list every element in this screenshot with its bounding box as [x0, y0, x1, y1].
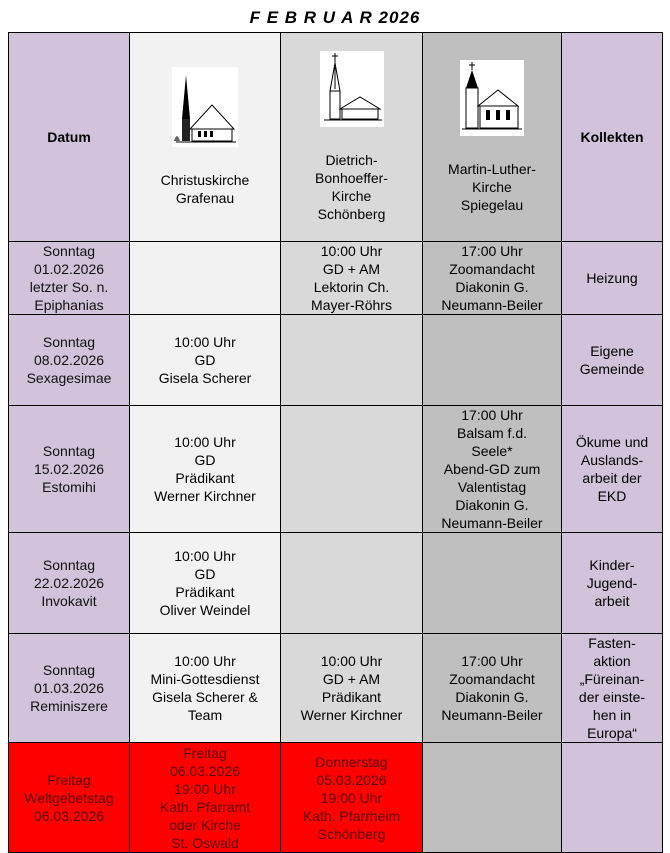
kollekte-cell: Kinder- Jugend- arbeit — [562, 533, 663, 634]
kollekte-cell: Ökume und Auslands- arbeit der EKD — [562, 406, 663, 533]
church-schoenberg-label: Dietrich- Bonhoeffer- Kirche Schönberg — [315, 152, 388, 222]
grafenau-cell: 10:00 Uhr GD Prädikant Werner Kirchner — [130, 406, 281, 533]
page-title: F E B R U A R 2026 — [249, 8, 421, 27]
church-spiegelau-label: Martin-Luther- Kirche Spiegelau — [448, 161, 536, 213]
spiegelau-cell: 17:00 Uhr Balsam f.d. Seele* Abend-GD zum Valentistag Diakonin G. Neumann-Beiler — [423, 406, 562, 533]
table-row — [9, 406, 663, 533]
church-grafenau-icon — [172, 67, 238, 147]
kollekte-cell: Heizung — [562, 242, 663, 315]
church-schoenberg-icon — [320, 51, 384, 127]
church-spiegelau-icon — [460, 60, 524, 136]
schoenberg-cell — [281, 315, 423, 406]
date-cell: Sonntag 22.02.2026 Invokavit — [9, 533, 130, 634]
grafenau-cell: 10:00 Uhr Mini-Gottesdienst Gisela Scherer & Team — [130, 634, 281, 743]
spiegelau-cell — [423, 743, 562, 853]
spiegelau-cell: 17:00 Uhr Zoomandacht Diakonin G. Neumann-Beiler — [423, 242, 562, 315]
grafenau-cell: 10:00 Uhr GD Prädikant Oliver Weindel — [130, 533, 281, 634]
schoenberg-cell: Donnerstag 05.03.2026 19:00 Uhr Kath. Pfarrheim Schönberg — [281, 743, 423, 853]
grafenau-cell: 10:00 Uhr GD Gisela Scherer — [130, 315, 281, 406]
date-cell: Sonntag 08.02.2026 Sexagesimae — [9, 315, 130, 406]
spiegelau-cell — [423, 315, 562, 406]
header-church-grafenau — [130, 33, 281, 242]
header-datum: Datum — [9, 33, 130, 242]
kollekte-cell — [562, 743, 663, 853]
table-row — [9, 242, 663, 315]
schoenberg-cell — [281, 406, 423, 533]
schoenberg-cell: 10:00 Uhr GD + AM Prädikant Werner Kirchner — [281, 634, 423, 743]
date-cell: Freitag Weltgebetstag 06.03.2026 — [9, 743, 130, 853]
kollekte-cell: Eigene Gemeinde — [562, 315, 663, 406]
header-row — [9, 33, 663, 242]
header-kollekten: Kollekten — [562, 33, 663, 242]
date-cell: Sonntag 15.02.2026 Estomihi — [9, 406, 130, 533]
schoenberg-cell: 10:00 Uhr GD + AM Lektorin Ch. Mayer-Röhrs — [281, 242, 423, 315]
spiegelau-cell: 17:00 Uhr Zoomandacht Diakonin G. Neumann-Beiler — [423, 634, 562, 743]
date-cell: Sonntag 01.03.2026 Reminiszere — [9, 634, 130, 743]
table-row — [9, 315, 663, 406]
schoenberg-cell — [281, 533, 423, 634]
table-row — [9, 634, 663, 743]
spiegelau-cell — [423, 533, 562, 634]
date-cell: Sonntag 01.02.2026 letzter So. n. Epiphanias — [9, 242, 130, 315]
header-church-spiegelau — [423, 33, 562, 242]
schedule-table — [8, 32, 663, 853]
kollekte-cell: Fasten- aktion „Füreinan- der einste- hen in Europa“ — [562, 634, 663, 743]
grafenau-cell: Freitag 06.03.2026 19:00 Uhr Kath. Pfarramt oder Kirche St. Oswald — [130, 743, 281, 853]
church-grafenau-label: Christuskirche Grafenau — [160, 172, 250, 206]
table-row — [9, 533, 663, 634]
table-row — [9, 743, 663, 853]
header-church-schoenberg — [281, 33, 423, 242]
grafenau-cell — [130, 242, 281, 315]
